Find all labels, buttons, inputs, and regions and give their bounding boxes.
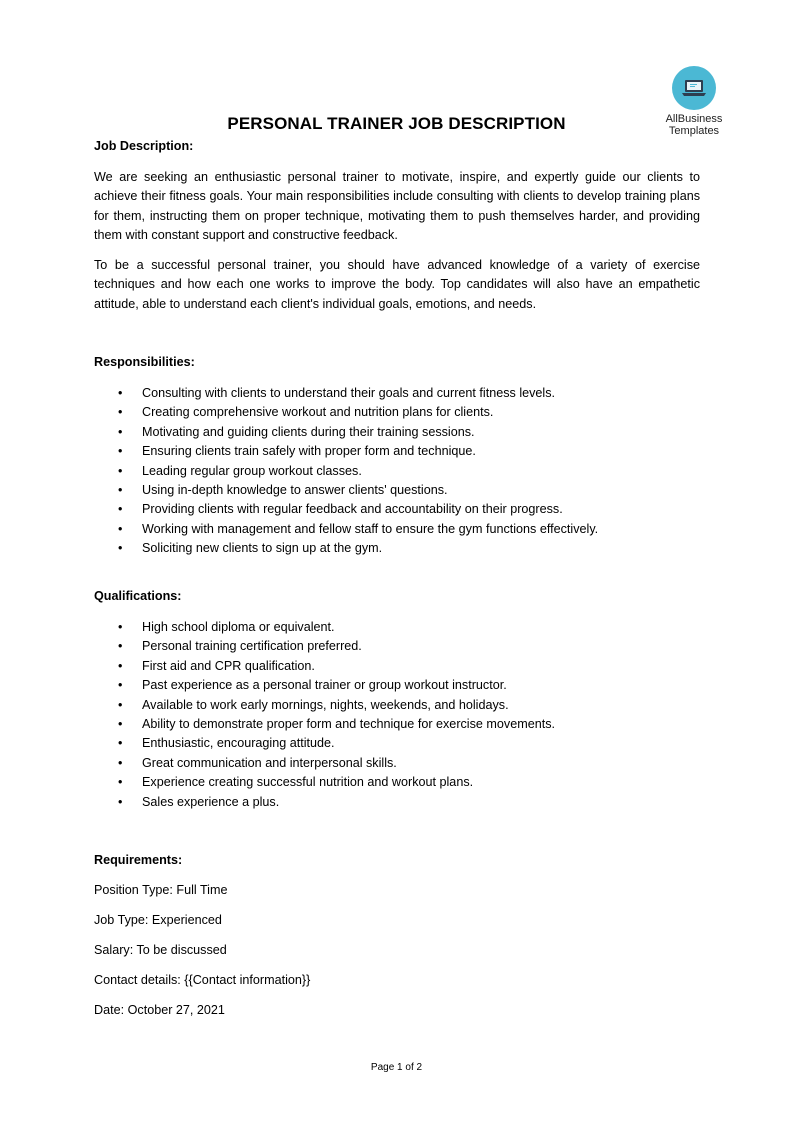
bullet: • [118, 502, 123, 517]
logo-line-1: AllBusiness [665, 113, 723, 125]
qualifications-list [94, 618, 714, 812]
page-title: PERSONAL TRAINER JOB DESCRIPTION [227, 114, 566, 133]
list-item-text: Great communication and interpersonal skills. [142, 755, 397, 770]
list-item [94, 618, 714, 637]
bullet: • [118, 697, 123, 712]
bullet: • [118, 658, 123, 673]
job-description-paragraph-1 [94, 168, 700, 246]
list-item [94, 676, 714, 695]
list-item [94, 520, 714, 539]
logo-line-2: Templates [668, 125, 720, 137]
list-item [94, 539, 714, 558]
list-item [94, 715, 714, 734]
bullet: • [118, 775, 123, 790]
list-item-text: Past experience as a personal trainer or group workout instructor. [142, 678, 507, 693]
bullet: • [118, 521, 123, 536]
list-item-text: Creating comprehensive workout and nutrition plans for clients. [142, 405, 494, 420]
bullet: • [118, 541, 123, 556]
responsibilities-heading: Responsibilities: [94, 355, 195, 369]
list-item [94, 500, 714, 519]
job-description-paragraph-2 [94, 256, 700, 314]
laptop-icon [672, 66, 716, 110]
list-item-text: Sales experience a plus. [142, 794, 280, 809]
bullet: • [118, 386, 123, 400]
bullet: • [118, 716, 123, 731]
list-item [94, 637, 714, 656]
list-item-text: High school diploma or equivalent. [142, 620, 335, 634]
list-item-text: Using in-depth knowledge to answer clients' questions. [142, 482, 448, 497]
requirements-heading: Requirements: [94, 853, 183, 867]
list-item-text: Providing clients with regular feedback and accountability on their progress. [142, 502, 563, 517]
list-item-text: Ability to demonstrate proper form and technique for exercise movements. [142, 716, 555, 731]
bullet: • [118, 755, 123, 770]
list-item-text: Personal training certification preferred. [142, 639, 362, 654]
list-item [94, 734, 714, 753]
list-item [94, 793, 714, 812]
salary: Salary: To be discussed [94, 943, 227, 957]
bullet: • [118, 405, 123, 420]
list-item [94, 462, 714, 481]
list-item [94, 754, 714, 773]
bullet: • [118, 444, 123, 459]
list-item-text: Leading regular group workout classes. [142, 463, 362, 478]
list-item [94, 696, 714, 715]
list-item-text: First aid and CPR qualification. [142, 658, 315, 673]
list-item-text: Motivating and guiding clients during their training sessions. [142, 424, 475, 439]
paragraph: We are seeking an enthusiastic personal trainer to motivate, inspire, and expertly guide our clients to achieve their fitness goals. Your main responsibilities include consulting with clients to develop training plans for them, instructing them on proper technique, motivating them to push themselves harder, and providing them with constant support and constructive feedback. [94, 170, 700, 243]
job-description-heading: Job Description: [94, 139, 194, 153]
list-item [94, 657, 714, 676]
bullet: • [118, 639, 123, 654]
list-item-text: Experience creating successful nutrition and workout plans. [142, 775, 474, 790]
list-item-text: Working with management and fellow staff to ensure the gym functions effectively. [142, 521, 599, 536]
list-item-text: Soliciting new clients to sign up at the gym. [142, 541, 383, 556]
date: Date: October 27, 2021 [94, 1003, 225, 1017]
bullet: • [118, 463, 123, 478]
list-item-text: Available to work early mornings, nights, weekends, and holidays. [142, 697, 509, 712]
list-item [94, 384, 714, 403]
list-item [94, 423, 714, 442]
list-item-text: Consulting with clients to understand their goals and current fitness levels. [142, 386, 556, 400]
bullet: • [118, 620, 123, 634]
list-item [94, 442, 714, 461]
list-item-text: Ensuring clients train safely with proper form and technique. [142, 444, 476, 459]
position-type: Position Type: Full Time [94, 883, 228, 897]
bullet: • [118, 678, 123, 693]
list-item [94, 481, 714, 500]
bullet: • [118, 794, 123, 809]
job-type: Job Type: Experienced [94, 913, 222, 927]
paragraph: To be a successful personal trainer, you should have advanced knowledge of a variety of exercise techniques and how each one works to improve the body. Top candidates will also have an empathetic attitude, able to understand each client's individual goals, emotions, and needs. [94, 258, 700, 311]
list-item-text: Enthusiastic, encouraging attitude. [142, 736, 335, 751]
contact-details: Contact details: {{Contact information}} [94, 973, 311, 987]
list-item [94, 773, 714, 792]
bullet: • [118, 424, 123, 439]
qualifications-heading: Qualifications: [94, 589, 182, 603]
page-number: Page 1 of 2 [370, 1062, 423, 1073]
list-item [94, 403, 714, 422]
bullet: • [118, 482, 123, 497]
bullet: • [118, 736, 123, 751]
responsibilities-list [94, 384, 714, 559]
